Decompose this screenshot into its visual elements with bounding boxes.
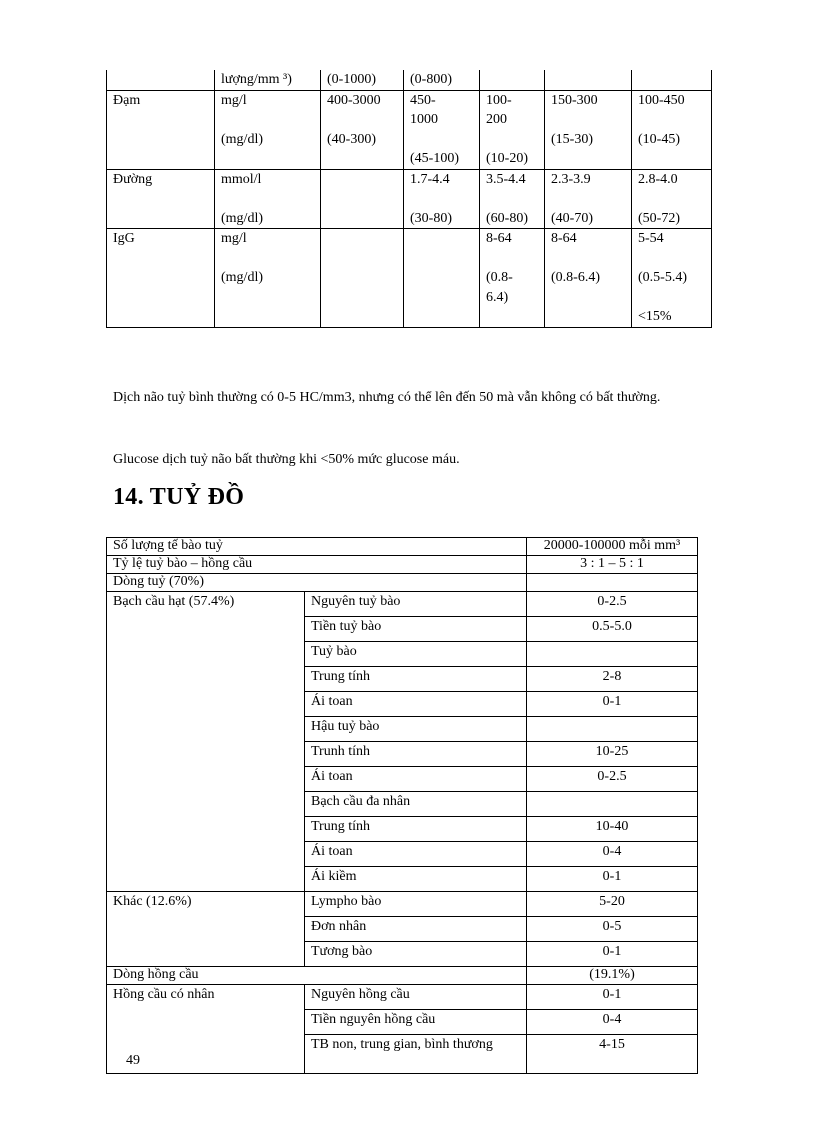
- value-text: 6.4): [486, 289, 509, 305]
- item-label: Nguyên hồng cầu: [305, 985, 527, 1010]
- unit-text: mmol/l: [221, 171, 262, 187]
- item-value: 10-25: [527, 742, 698, 767]
- value-text: (30-80): [410, 210, 452, 226]
- table-cell: [404, 169, 480, 229]
- table-cell: (0-800): [404, 70, 480, 90]
- table-row: [107, 70, 712, 90]
- item-label: Nguyên tuỷ bào: [305, 592, 527, 617]
- group-label: Khác (12.6%): [107, 892, 305, 967]
- table-row: [107, 538, 698, 556]
- item-value: 4-15: [527, 1035, 698, 1074]
- table-row: [107, 574, 698, 592]
- table-cell: [107, 70, 215, 90]
- value-text: 1000: [410, 112, 438, 127]
- item-label: Bạch cầu đa nhân: [305, 792, 527, 817]
- table-cell: [545, 169, 632, 229]
- item-value: 5-20: [527, 892, 698, 917]
- item-value: 0-2.5: [527, 592, 698, 617]
- table-row: [107, 967, 698, 985]
- table-cell: [321, 169, 404, 229]
- item-label: Hậu tuỷ bào: [305, 717, 527, 742]
- paragraph-csf-rbc: Dịch não tuỷ bình thường có 0-5 HC/mm3, nhưng có thể lên đến 50 mà vẫn không có bất thường.: [113, 390, 661, 405]
- table-cell: [545, 229, 632, 328]
- table-cell: [215, 229, 321, 328]
- row-value: [527, 574, 698, 592]
- row-value: 20000-100000 mỗi mm³: [527, 538, 698, 556]
- value-text: 3.5-4.4: [486, 171, 526, 187]
- value-text: (10-20): [486, 151, 528, 166]
- item-value: [527, 792, 698, 817]
- item-label: Ái toan: [305, 842, 527, 867]
- value-text: (50-72): [638, 210, 680, 226]
- table-cell: [321, 90, 404, 169]
- unit-text: (mg/dl): [221, 270, 263, 285]
- row-label: Tỷ lệ tuỷ bào – hồng cầu: [107, 556, 527, 574]
- group-label: Bạch cầu hạt (57.4%): [107, 592, 305, 892]
- value-text: 8-64: [551, 231, 577, 246]
- item-label: Ái toan: [305, 767, 527, 792]
- value-text: 1.7-4.4: [410, 171, 450, 187]
- table-row: [107, 556, 698, 574]
- value-text: 450-: [410, 92, 436, 108]
- value-text: (60-80): [486, 210, 528, 226]
- item-value: 0-1: [527, 942, 698, 967]
- item-value: [527, 717, 698, 742]
- item-value: 0-4: [527, 1010, 698, 1035]
- table-cell: lượng/mm ³): [215, 70, 321, 90]
- table-cell: Đường: [107, 169, 215, 229]
- value-text: (40-300): [327, 131, 376, 147]
- value-text: <15%: [638, 309, 672, 324]
- table-cell: [480, 229, 545, 328]
- value-text: 2.8-4.0: [638, 171, 678, 187]
- value-text: (0.5-5.4): [638, 270, 687, 285]
- table-cell: (0-1000): [321, 70, 404, 90]
- item-label: Tiền nguyên hồng cầu: [305, 1010, 527, 1035]
- table-cell: [215, 169, 321, 229]
- table-cell: [632, 70, 712, 90]
- paragraph-csf-glucose: Glucose dịch tuỷ não bất thường khi <50% mức glucose máu.: [113, 452, 460, 467]
- value-text: 200: [486, 112, 507, 127]
- table-cell: [321, 229, 404, 328]
- item-value: 10-40: [527, 817, 698, 842]
- item-value: 0-1: [527, 985, 698, 1010]
- item-label: Đơn nhân: [305, 917, 527, 942]
- value-text: (15-30): [551, 131, 593, 147]
- table-cell: [215, 90, 321, 169]
- item-value: 0-4: [527, 842, 698, 867]
- row-label: Số lượng tế bào tuỷ: [107, 538, 527, 556]
- table-cell: [545, 70, 632, 90]
- row-label: Dòng hồng cầu: [107, 967, 527, 985]
- value-text: (45-100): [410, 151, 459, 166]
- table-row: [107, 592, 698, 617]
- table-cell: Đạm: [107, 90, 215, 169]
- value-text: (40-70): [551, 210, 593, 226]
- table-cell: [480, 90, 545, 169]
- table-row: [107, 169, 712, 229]
- row-label: Dòng tuỷ (70%): [107, 574, 527, 592]
- item-label: Trung tính: [305, 667, 527, 692]
- row-value: 3 : 1 – 5 : 1: [527, 556, 698, 574]
- value-text: 400-3000: [327, 92, 381, 108]
- table-cell: [632, 169, 712, 229]
- item-value: 0-5: [527, 917, 698, 942]
- table-cell: [545, 90, 632, 169]
- unit-text: mg/l: [221, 92, 247, 108]
- item-label: Lympho bào: [305, 892, 527, 917]
- item-value: [527, 642, 698, 667]
- value-text: (0.8-: [486, 270, 513, 285]
- table-cell: [480, 169, 545, 229]
- item-value: 0.5-5.0: [527, 617, 698, 642]
- item-label: Tương bào: [305, 942, 527, 967]
- item-label: Ái kiềm: [305, 867, 527, 892]
- table-row: [107, 985, 698, 1010]
- unit-text: (mg/dl): [221, 210, 263, 226]
- item-value: 2-8: [527, 667, 698, 692]
- page-number: 49: [126, 1053, 140, 1068]
- table-cell: IgG: [107, 229, 215, 328]
- item-label: Tuỷ bào: [305, 642, 527, 667]
- value-text: (0.8-6.4): [551, 270, 600, 285]
- value-text: 8-64: [486, 231, 512, 246]
- value-text: 150-300: [551, 92, 598, 108]
- item-value: 0-1: [527, 867, 698, 892]
- table-cell: [632, 90, 712, 169]
- value-text: (10-45): [638, 131, 680, 147]
- item-value: 0-2.5: [527, 767, 698, 792]
- value-text: 2.3-3.9: [551, 171, 591, 187]
- table-cell: [404, 229, 480, 328]
- table-row: [107, 90, 712, 169]
- row-value: (19.1%): [527, 967, 698, 985]
- item-value: 0-1: [527, 692, 698, 717]
- csf-table: [106, 70, 712, 328]
- item-label: Trunh tính: [305, 742, 527, 767]
- value-text: 100-: [486, 92, 512, 108]
- value-text: 5-54: [638, 231, 664, 246]
- item-label: Trung tính: [305, 817, 527, 842]
- table-row: [107, 892, 698, 917]
- section-heading: 14. TUỶ ĐỒ: [113, 484, 245, 510]
- item-label: TB non, trung gian, bình thương: [305, 1035, 527, 1074]
- group-label: Hồng cầu có nhân: [107, 985, 305, 1074]
- unit-text: mg/l: [221, 231, 247, 246]
- item-label: Ái toan: [305, 692, 527, 717]
- table-cell: [404, 90, 480, 169]
- bone-marrow-table: [106, 537, 698, 1074]
- table-row: [107, 229, 712, 328]
- unit-text: (mg/dl): [221, 131, 263, 147]
- value-text: 100-450: [638, 92, 685, 108]
- item-label: Tiền tuỷ bào: [305, 617, 527, 642]
- table-cell: [632, 229, 712, 328]
- table-cell: [480, 70, 545, 90]
